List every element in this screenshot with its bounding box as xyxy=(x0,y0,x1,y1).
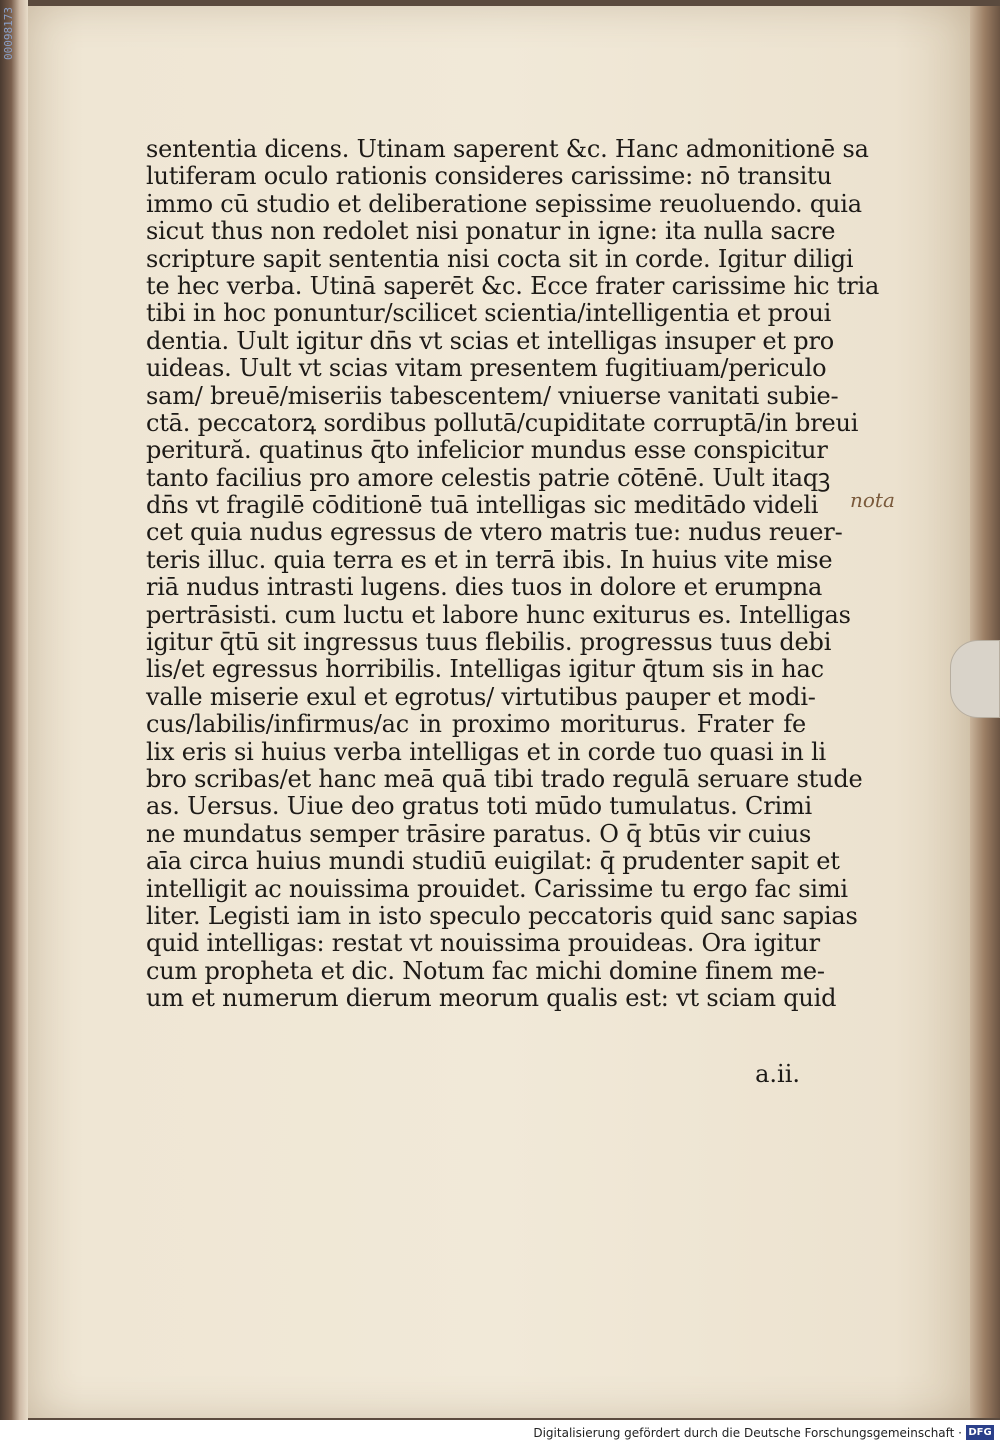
text-line: sententia dicens. Utinam saperent &c. Hanc admonitionē sa xyxy=(146,135,869,163)
text-line: dentia. Uult igitur dn̄s vt scias et intelligas insuper et pro xyxy=(146,326,834,355)
text-line: cus/labilis/infirmus/ac in proximo moriturus. Frater fe xyxy=(146,710,806,739)
text-line: peritură. quatinus q̄to infelicior mundus esse conspicitur xyxy=(146,436,828,465)
text-line: lutiferam oculo rationis consideres carissime: nō transitu xyxy=(146,162,832,191)
text-line: immo cū studio et deliberatione sepissime reuoluendo. quia xyxy=(146,189,862,218)
dfg-logo-icon: DFG xyxy=(966,1425,994,1440)
text-line: dn̄s vt fragilē cōditionē tuā intelligas sic meditādo videli xyxy=(146,491,819,520)
page-clip xyxy=(950,640,1000,718)
text-line: sicut thus non redolet nisi ponatur in igne: ita nulla sacre xyxy=(146,217,836,246)
text-line: liter. Legisti iam in isto speculo peccatoris quid sanc sapias xyxy=(146,901,858,930)
text-line: igitur q̄tū sit ingressus tuus flebilis. progressus tuus debi xyxy=(146,628,832,657)
text-line: ctā. peccatorꝝ sordibus pollutā/cupiditate corruptā/in breui xyxy=(146,408,859,437)
text-line: lis/et egressus horribilis. Intelligas igitur q̄tum sis in hac xyxy=(146,655,824,684)
text-line: sam/ breuē/miseriis tabescentem/ vniuerse vanitati subie- xyxy=(146,381,839,410)
text-line: uideas. Uult vt scias vitam presentem fugitiuam/periculo xyxy=(146,354,827,383)
text-line: bro scribas/et hanc meā quā tibi trado regulā seruare stude xyxy=(146,764,863,793)
text-line: aīa circa huius mundi studiū euigilat: q̄ prudenter sapit et xyxy=(146,847,840,876)
text-line: te hec verba. Utinā saperēt &c. Ecce frater carissime hic tria xyxy=(146,271,880,300)
marginal-note: nota xyxy=(850,488,895,512)
scan-id-label: 00098173 xyxy=(2,7,15,60)
text-line: riā nudus intrasti lugens. dies tuos in dolore et erumpna xyxy=(146,573,823,602)
text-line: intelligit ac nouissima prouidet. Carissime tu ergo fac simi xyxy=(146,874,848,903)
text-line: cet quia nudus egressus de vtero matris tue: nudus reuer- xyxy=(146,518,843,547)
text-line: scripture sapit sententia nisi cocta sit in corde. Igitur diligi xyxy=(146,244,854,273)
text-line: cum propheta et dic. Notum fac michi domine finem me- xyxy=(146,956,825,985)
text-line: valle miserie exul et egrotus/ virtutibus pauper et modi- xyxy=(146,682,816,711)
text-line: quid intelligas: restat vt nouissima prouideas. Ora igitur xyxy=(146,929,820,958)
text-line: ne mundatus semper trāsire paratus. O q̄ btūs vir cuius xyxy=(146,819,812,848)
book-cover-edge xyxy=(0,0,28,1420)
text-line: um et numerum dierum meorum qualis est: vt sciam quid xyxy=(146,984,837,1013)
text-line: as. Uersus. Uiue deo gratus toti mūdo tumulatus. Crimi xyxy=(146,792,812,821)
text-line: tanto facilius pro amore celestis patrie cōtēnē. Uult itaqꝫ xyxy=(146,463,831,492)
text-line: tibi in hoc ponuntur/scilicet scientia/intelligentia et proui xyxy=(146,299,832,328)
signature-mark: a.ii. xyxy=(755,1060,800,1088)
footer-credit: Digitalisierung gefördert durch die Deutsche Forschungsgemeinschaft · xyxy=(533,1426,962,1440)
text-line: pertrāsisti. cum luctu et labore hunc exiturus es. Intelligas xyxy=(146,600,851,629)
text-line: lix eris si huius verba intelligas et in corde tuo quasi in li xyxy=(146,737,827,766)
text-line: teris illuc. quia terra es et in terrā ibis. In huius vite mise xyxy=(146,545,833,574)
footer-bar xyxy=(0,1420,1000,1447)
